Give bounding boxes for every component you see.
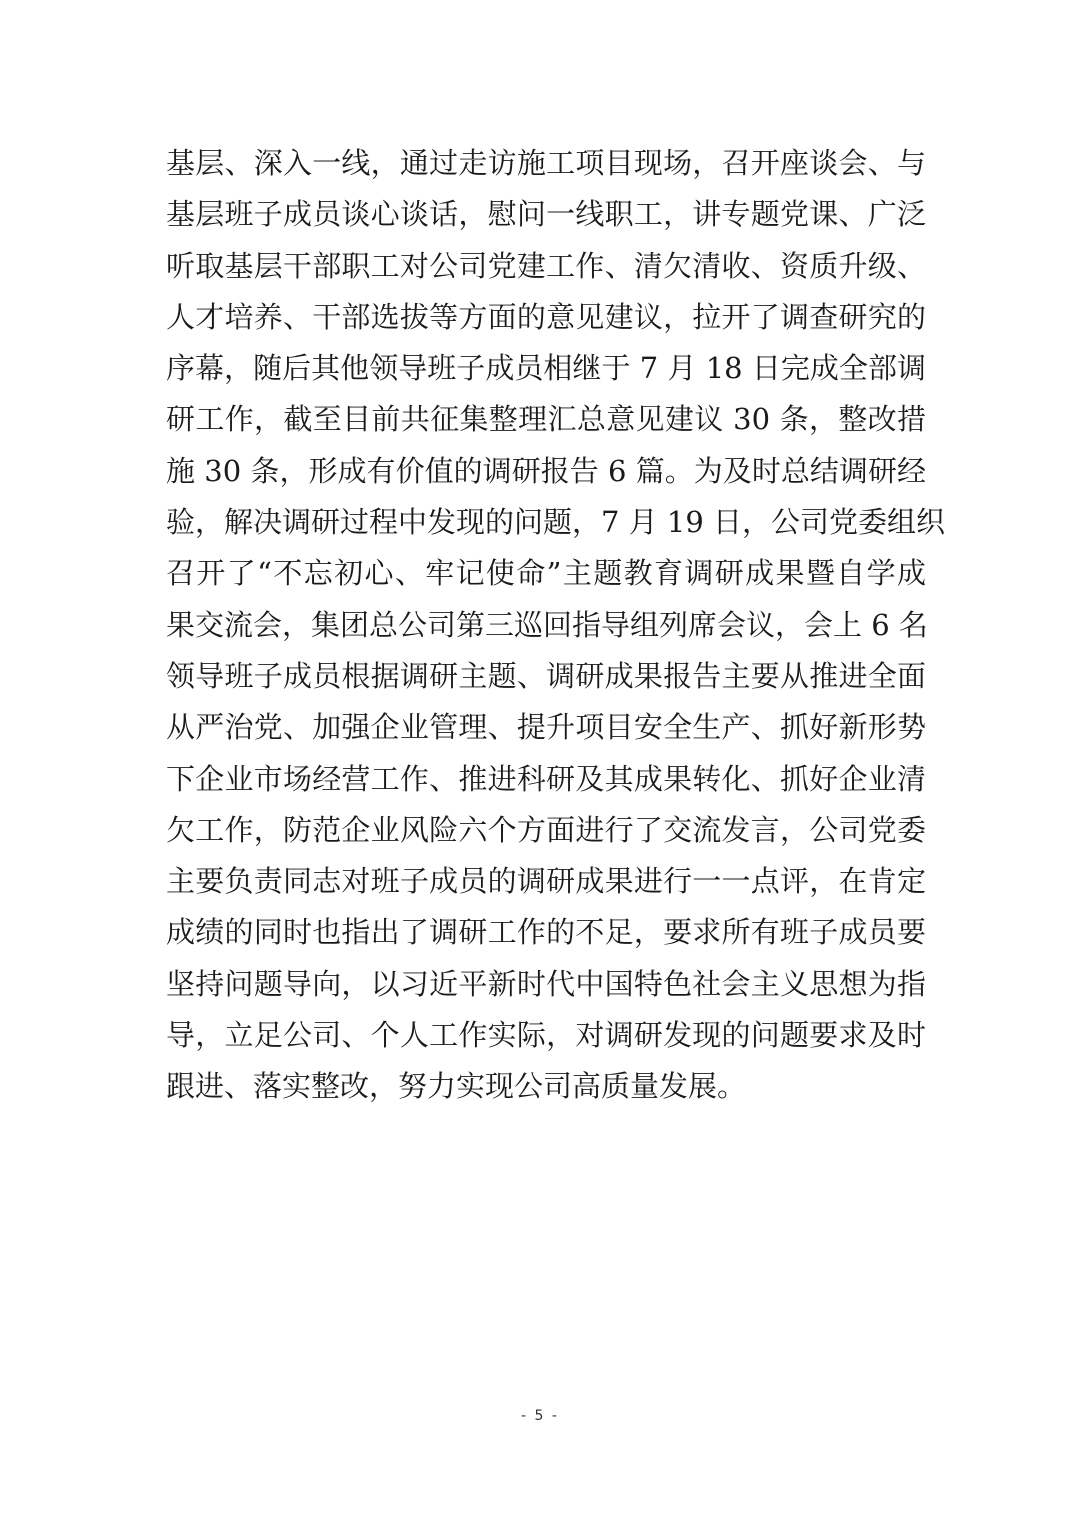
text-line: 主要负责同志对班子成员的调研成果进行一一点评，在肯定 [166,864,926,899]
text-line: 召开了“不忘初心、牢记使命”主题教育调研成果暨自学成 [166,556,926,591]
text-line: 导，立足公司、个人工作实际，对调研发现的问题要求及时 [166,1018,926,1053]
text-line: 基层班子成员谈心谈话，慰问一线职工，讲专题党课、广泛 [166,197,926,232]
text-line: 序幕，随后其他领导班子成员相继于 7 月 18 日完成全部调 [166,351,926,386]
text-line: 验，解决调研过程中发现的问题，7 月 19 日，公司党委组织 [166,505,946,540]
text-line: 坚持问题导向，以习近平新时代中国特色社会主义思想为指 [166,966,926,1001]
text-line: 成绩的同时也指出了调研工作的不足，要求所有班子成员要 [166,915,926,950]
page-number: - 5 - [521,1408,559,1424]
text-line: 果交流会，集团总公司第三巡回指导组列席会议，会上 6 名 [166,607,928,642]
text-line: 跟进、落实整改，努力实现公司高质量发展。 [166,1069,747,1104]
text-line: 领导班子成员根据调研主题、调研成果报告主要从推进全面 [166,658,926,693]
text-line: 研工作，截至目前共征集整理汇总意见建议 30 条，整改措 [166,402,926,437]
text-line: 下企业市场经营工作、推进科研及其成果转化、抓好企业清 [166,761,926,796]
text-line: 听取基层干部职工对公司党建工作、清欠清收、资质升级、 [166,248,926,283]
text-line: 从严治党、加强企业管理、提升项目安全生产、抓好新形势 [166,710,926,745]
body-paragraph [166,138,946,1113]
text-line: 欠工作，防范企业风险六个方面进行了交流发言，公司党委 [166,812,926,847]
text-line: 施 30 条，形成有价值的调研报告 6 篇。为及时总结调研经 [166,453,926,488]
text-line: 人才培养、干部选拔等方面的意见建议，拉开了调查研究的 [166,299,926,334]
text-line: 基层、深入一线，通过走访施工项目现场，召开座谈会、与 [166,146,926,180]
